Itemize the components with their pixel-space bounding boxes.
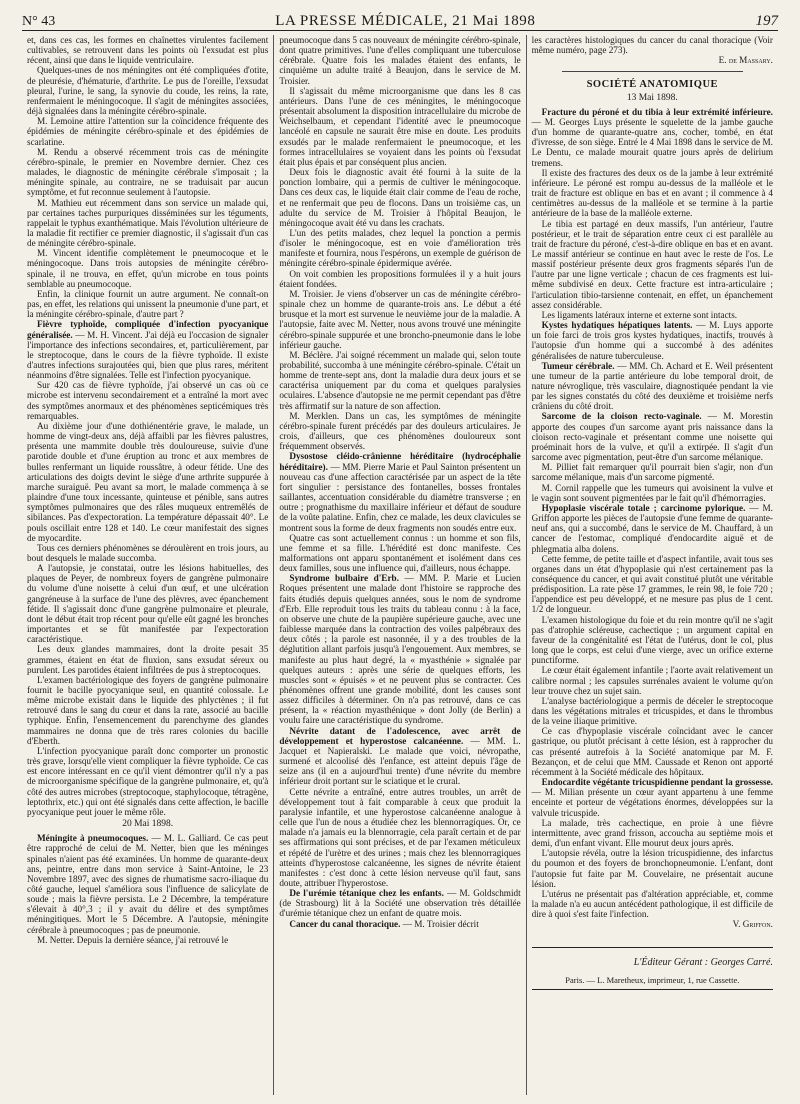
paragraph: L'analyse bactériologique a permis de déceler le streptocoque dans les végétations mitrales et tricuspides, et dans le thrombus de la veine iliaque primitive. xyxy=(531,695,773,727)
issue-number: N° 43 xyxy=(22,14,56,29)
article-text: — M. Morestin apporte des coupes d'un sarcome ayant pris naissance dans la cloison recto-vaginale et présentant comme une noisette qui proéminait hors de la vulve, et qu'il a extirpée. Il s'agit d'un sarcome avec pigmentation, peut-être d'un sarcome mélanique. xyxy=(531,411,773,463)
article-heading: Tumeur cérébrale. xyxy=(541,360,615,371)
paragraph: Les deux glandes mammaires, dont la droite pesait 35 grammes, étaient en état de fluxion, sans exsudat séreux ou purulent. Les parotides étaient infiltrées de pus à streptocoques. xyxy=(27,644,269,675)
article-heading: Méningite à pneumocoques. xyxy=(37,833,149,844)
author-signature: V. Griffon. xyxy=(732,919,773,930)
paragraph: Au dixième jour d'une dothiénentérie grave, le malade, un homme de vingt-deux ans, déjà affaibli par les fièvres palustres, présenta une mammite double très douloureuse, suivie d'une parotide double et d'une éruption au tronc et aux membres de bulles renfermant un liquide roussâtre, à odeur fétide. Une des articulations des doigts devint le siège d'une arthrite suppurée à marche suraiguë. Peu avant sa mort, le malade commença à se plaindre d'une toux incessante, quinteuse et pénible, sans autres symptômes pulmonaires que des râles muqueux entremêlés de sibilances. Pas d'expectoration. La température dépassait 40°. Le pouls oscillait entre 128 et 140. Le cœur manifestait des signes de myocardite. xyxy=(27,420,269,543)
article-heading: Sarcome de la cloison recto-vaginale. xyxy=(541,411,702,422)
paragraph: Les ligaments latéraux interne et externe sont intacts. xyxy=(541,309,738,320)
paragraph: L'examen histologique du foie et du rein montre qu'il ne s'agit pas d'atrophie scléreuse, cachectique ; un argument capital en faveur de la congénitalité est l'état de l'utérus, dont le col, plus long que le corps, est celui d'une vierge, avec un orifice externe punctiforme. xyxy=(531,614,773,666)
publication-title: LA PRESSE MÉDICALE, 21 Mai 1898 xyxy=(275,13,536,29)
paragraph: L'un des petits malades, chez lequel la ponction a permis d'isoler le méningocoque, est en voie d'amélioration très manifeste et fournira, nous l'espérons, un exemple de guérison de méningite cérébro-spinale épidermique avérée. xyxy=(279,227,521,269)
paragraph: Le cœur était également infantile ; l'aorte avait relativement un calibre normal ; les capsules surrénales avaient le volume qu'on leur trouve chez un sujet sain. xyxy=(531,665,773,696)
paragraph: M. Pilliet fait remarquer qu'il pourrait bien s'agir, non d'un sarcome mélanique, mais d'un sarcome pigmenté. xyxy=(531,462,773,483)
paragraph: L'utérus ne présentait pas d'altération appréciable, et, comme la malade n'a eu aucun antécédent pathologique, il est difficile de dire à quoi s'est faite l'infection. xyxy=(531,888,773,920)
author-signature: E. de Massary. xyxy=(718,55,773,66)
article-entry xyxy=(27,319,268,380)
article-text: — M. Goldschmidt (de Strasbourg) lit à la Société une observation très détaillée d'urémie tétanique chez un enfant de quatre mois. xyxy=(279,888,521,919)
paragraph: A l'autopsie, je constatai, outre les lésions habituelles, des plaques de Peyer, de nombreux foyers de gangrène pulmonaire du volume d'une noisette à celui d'un œuf, et une ulcération gangréneuse à la surface de l'une des plèvres, avec épanchement fétide. Il s'agissait donc d'une gangrène pulmonaire et pleurale, dont le début était trop récent pour qu'elle eût gagné les bronches importantes et se fût manifestée par l'expectoration caractéristique. xyxy=(27,563,269,645)
article-entry xyxy=(279,726,520,787)
paragraph: Ce cas d'hypoplasie viscérale coïncidant avec le cancer gastrique, ou plutôt précisant à cette lésion, est à rapprocher du cas présenté autrefois à la Société anatomique par M. F. Bezançon, et de celui que MM. Caussade et Renon ont apporté récemment à la Société médicale des hôpitaux. xyxy=(531,726,773,777)
paragraph: L'infection pyocyanique paraît donc comporter un pronostic très grave, lorsqu'elle vient compliquer la fièvre typhoïde. Ce cas est encore intéressant en ce qu'il vient démontrer qu'il n'y a pas de microorganisme spécifique de la gangrène pulmonaire, et, qu'à côté des autres microbes (streptocoque, staphylocoque, tétragène, leptothrix, etc.) qui ont été signalés dans cette affection, le bacille pyocyanique peut jouer le même rôle. xyxy=(27,745,269,817)
paragraph: Tous ces derniers phénomènes se déroulèrent en trois jours, au bout desquels le malade succomba. xyxy=(27,542,269,563)
paragraph: M. Vincent identifie complètement le pneumocoque et le méningocoque. Dans trois autopsies de méningite cérébro-spinale, il ne trouva, en effet, qu'un microbe en tous points semblable au pneumocoque. xyxy=(27,248,269,289)
article-entry xyxy=(279,451,520,532)
article-entry xyxy=(532,503,773,554)
article-text: — M. Luys apporte un foie farci de trois gros kystes hydatiques, inactifs, trouvés à l'autopsie d'un homme qui a succombé à des adénites généralisées de nature tuberculeuse. xyxy=(531,320,773,361)
article-entry xyxy=(27,833,268,935)
session-date: 13 Mai 1898. xyxy=(626,92,678,103)
editor-line: L'Éditeur Gérant : Georges Carré. xyxy=(633,957,773,969)
paragraph: M. Cornil rappelle que les tumeurs qui avoisinent la vulve et le vagin sont souvent pigmentées par le fait qu'il d'hémorragies. xyxy=(531,482,773,503)
article-heading: Fièvre typhoïde, compliquée d'infection pyocyanique généralisée. xyxy=(27,319,269,340)
columns xyxy=(22,35,778,1095)
paragraph: L'examen bactériologique des foyers de gangrène pulmonaire fournit le bacille pyocyanique seul, en quantité colossale. Le même microbe existait dans le liquide des phlyctènes ; il fut retrouvé dans le sang du cœur et dans la rate, associé au bacille typhique. Enfin, l'ensemencement du parenchyme des glandes mammaires ne donna que de très rares colonies du bacille d'Eberth. xyxy=(27,674,269,746)
article-text: — M. Griffon apporte les pièces de l'autopsie d'une femme de quarante-neuf ans, qui a succombé, dans le service de M. Chauffard, à un cancer de l'estomac, compliqué d'endocardite aiguë et de phlegmatia alba dolens. xyxy=(531,502,773,554)
paragraph: Le tibia est partagé en deux massifs, l'un antérieur, l'autre postérieur, et le trait de séparation entre ceux ci est parallèle au trait de fracture du péroné, c'est-à-dire oblique en bas et en avant. Le massif antérieur se continue en haut avec le reste de l'os. Le massif postérieur présente deux gros fragments séparés l'un de l'autre par une ligne verticale ; chacun de ces fragments est lui-même subdivisé en deux. Cette fracture est intra-articulaire ; l'articulation tibio-tarsienne contenait, en effet, un épanchement assez considérable. xyxy=(531,218,773,310)
article-heading: Endocardite végétante tricuspidienne pendant la grossesse. xyxy=(541,777,773,788)
paragraph: Cette névrite a entraîné, entre autres troubles, un arrêt de développement tout à fait comparable à ceux que produit la paralysie infantile, et une hyperostose calcanéenne analogue à celle que l'un de nous a étudiée chez les blennorragiques. Or, ce malade n'a jamais eu la blennorragie, cela paraît certain et de par ses affirmations qui sont précises, et de par l'examen méticuleux et répété de l'urètre et des urines ; mais chez les blennorragiques atteints d'hyperostose calcanéenne, les signes de névrite étaient manifestes : c'est donc à cette lésion nerveuse qu'il faut, sans doute, attribuer l'hyperostose. xyxy=(279,786,521,888)
article-entry xyxy=(279,919,520,929)
page-number: 197 xyxy=(755,13,778,29)
article-text: — MM. L. Jacquet et Napieralski. Le malade que voici, névropathe, surmené et alcoolisé dès l'enfance, est atteint depuis l'âge de seize ans (il en a aujourd'hui trente) d'une névrite du membre inférieur droit portant sur le sciatique et le crural. xyxy=(279,735,521,787)
paragraph: M. Lemoine attire l'attention sur la coïncidence fréquente des épidémies de méningite cérébro-spinale et des épidémies de scarlatine. xyxy=(27,116,269,147)
section-divider xyxy=(562,71,743,72)
paragraph: Il s'agissait du même microorganisme que dans les 8 cas antérieurs. Dans l'une de ces méningites, le méningocoque présentait absolument la disposition intracellulaire du microbe de Weichselbaum, et cependant l'identité avec le pneumocoque lancéolé en capsule ne saurait être mise en doute. Les produits exsudés par le malade renfermaient le pneumocoque, et les formes intracellulaires se voyaient dans les points où l'exsudat était plus épais et par conséquent plus ancien. xyxy=(279,85,521,167)
page-header xyxy=(22,4,778,31)
article-heading: Syndrome bulbaire d'Erb. xyxy=(289,573,399,584)
article-entry xyxy=(532,411,773,462)
paragraph: Sur 420 cas de fièvre typhoïde, j'ai observé un cas où ce microbe est intervenu secondairement et a entraîné la mort avec des symptômes anormaux et des phénomènes septicémiques très remarquables. xyxy=(27,380,269,421)
paragraph: La malade, très cachectique, en proie à une fièvre intermittente, avec grand frisson, accoucha au septième mois et demi, d'un enfant vivant. Elle mourut deux jours après. xyxy=(531,817,773,849)
article-entry xyxy=(279,888,520,918)
paragraph: Il existe des fractures des deux os de la jambe à leur extrémité inférieure. Le péroné est rompu au-dessus de la malléole et le trait de fracture est oblique en bas et en avant ; il commence à 4 centimètres au-dessus de la malléole et se termine à la partie antérieure de la base de la malléole externe. xyxy=(531,167,773,219)
article-entry xyxy=(532,361,773,412)
article-entry xyxy=(532,777,773,818)
article-heading: Dysostose cléido-crânienne héréditaire (hydrocéphalie héréditaire). xyxy=(279,451,521,472)
paragraph: M. Rendu a observé récemment trois cas de méningite cérébro-spinale, le premier en Novembre dernier. Chez ces malades, le diagnostic de méningite cérébrale s'imposait ; la méningite spinale, au contraire, ne se traduisait par aucun symptôme, et fut reconnue seulement à l'autopsie. xyxy=(27,146,269,198)
paragraph: M. Merklen. Dans un cas, les symptômes de méningite cérébro-spinale furent précédés par des douleurs articulaires. Je crois, d'ailleurs, que ces phénomènes douloureux sont fréquemment observés. xyxy=(279,410,521,452)
session-date: 20 Mai 1898. xyxy=(122,819,174,830)
article-heading: Kystes hydatiques hépatiques latents. xyxy=(541,320,693,331)
article-text: — M. L. Galliard. Ce cas peut être rapproché de celui de M. Netter, bien que les méninges spinales n'aient pas été examinées. Un homme de quarante-deux ans, peintre, entre dans mon service à Saint-Antoine, le 23 Novembre 1897, avec des signes de rhumatisme sacro-iliaque du côté gauche, lequel s'améliora sous l'influence de salicylate de soude ; mais la fièvre persista. Le 2 Décembre, la température s'élevait à 40°,3 ; il y avait du délire et des symptômes méningitiques. Mort le 5 Décembre. A l'autopsie, méningite cérébrale à pneumocoques ; pas de pneumonie. xyxy=(27,833,269,935)
paragraph: M. Netter. Depuis la dernière séance, j'ai retrouvé le xyxy=(37,934,229,945)
article-text: — M. Milian présente un cœur ayant appartenu à une femme enceinte et porteur de végétations énormes, développées sur la valvule tricuspide. xyxy=(531,787,773,818)
article-heading: De l'urémie tétanique chez les enfants. xyxy=(289,888,444,899)
article-text: — MM. Ch. Achard et E. Weil présentent une tumeur de la partie antérieure du lobe temporal droit, de nature névroglique, très vasculaire, diagnostiquée pendant la vie par les signes constatés du côté des deuxième et troisième nerfs crâniens du côté droit. xyxy=(531,360,773,412)
paragraph: Quelques-unes de nos méningites ont été compliquées d'otite, de pleurésie, d'hématurie, d'arthrite. Le pus de l'oreille, l'exsudat pleural, l'urine, le sang, la synovie du coude, les reins, la rate, renfermaient le méningocoque. Il s'agit de méningites associées, déjà signalées dans la méningite cérébro-spinale. xyxy=(27,65,269,117)
paragraph: M. Béclère. J'ai soigné récemment un malade qui, selon toute probabilité, succomba à une méningite cérébro-spinale. C'était un homme de trente-sept ans, dont la maladie dura deux jours et se caractérisa uniquement par du coma et quelques paralysies oculaires. L'absence d'autopsie ne me permit cependant pas d'être très affirmatif sur la nature de son affection. xyxy=(279,349,521,411)
section-title: SOCIÉTÉ ANATOMIQUE xyxy=(586,79,719,91)
paragraph: Deux fois le diagnostic avait été fourni à la suite de la ponction lombaire, qui a permis de cultiver le méningocoque. Dans ces deux cas, le liquide était clair comme de l'eau de roche, et ne renfermait que peu de flocons. Dans un troisième cas, un adulte du service de M. Troisier à l'hôpital Beaujon, le méningocoque avait été vu dans les crachats. xyxy=(279,167,521,228)
paragraph: et, dans ces cas, les formes en chaînettes virulentes facilement cultivables, se retrouvent dans les points où l'exsudat est plus récent, ainsi que dans le liquide ventriculaire. xyxy=(27,35,269,66)
paragraph: Quatre cas sont actuellement connus : un homme et son fils, une femme et sa fille. L'hérédité est donc manifeste. Ces malformations ont apparu spontanément et isolément dans ces deux familles, sous une influence qui, d'ailleurs, nous échappe. xyxy=(279,532,521,574)
article-entry xyxy=(532,320,773,361)
column-1 xyxy=(22,35,273,1095)
article-text: — MM. P. Marie et Lucien Roques présentent une malade dont l'histoire se rapproche des faits étudiés depuis quelques années, sous le nom de syndrome d'Erb. Elle reproduit tous les traits du tableau connu : à la face, on observe une chute de la paupière supérieure gauche, avec une faiblesse marquée dans la contraction des voiles palpébraux des deux côtés ; la parole est nasonnée, il y a des troubles de la déglutition allant parfois jusqu'à l'engouement. Aux membres, se manifeste au plus haut degré, la « myasthénie » signalée par quelques auteurs : après une série de quelques efforts, les muscles sont « épuisés » et ne peuvent plus se contracter. Ces phénomènes offrent une grande mobilité, dont les causes sont assez difficiles à déterminer. On n'a pas retrouvé, dans ce cas présent, la « réaction myasthénique » dont Jolly (de Berlin) a voulu faire une caractéristique du syndrome. xyxy=(279,573,521,726)
article-text: — M. Troisier décrit xyxy=(402,918,479,929)
column-3 xyxy=(526,35,778,1095)
printer-line: Paris. — L. Maretheux, imprimeur, 1, rue Cassette. xyxy=(565,974,740,985)
article-entry xyxy=(279,573,520,725)
column-2 xyxy=(273,35,525,1095)
colophon xyxy=(532,947,773,989)
paragraph: les caractères histologiques du cancer du canal thoracique (Voir même numéro, page 273). xyxy=(531,35,773,56)
paragraph: Cette femme, de petite taille et d'aspect infantile, avait tous ses organes dans un état d'hypoplasie qui n'est certainement pas la conséquence du cancer, et qui avait constitué plutôt une véritable prédisposition. La rate pèse 17 grammes, le rein 98, le foie 720 ; l'appendice est peu développé, et ne mesure pas plus de 1 cent. 1/2 de longueur. xyxy=(531,553,773,615)
article-heading: Fracture du péroné et du tibia à leur extrémité inférieure. xyxy=(541,106,773,117)
article-text: — M. Georges Luys présente le squelette de la jambe gauche d'un homme de quarante-quatre ans, cocher, tombé, en état d'ivresse, de son siège. Entré le 4 Mai 1898 dans le service de M. Le Dentu, ce malade mourait quatre jours après de delirium tremens. xyxy=(531,116,773,168)
article-heading: Névrite datant de l'adolescence, avec arrêt de développement et hyperostose calcanéenne. xyxy=(279,725,521,746)
article-heading: Cancer du canal thoracique. xyxy=(289,918,401,929)
article-text: — M. H. Vincent. J'ai déjà eu l'occasion de signaler l'importance des infections secondaires, et, particulièrement, par le streptocoque, dans le cours de la fièvre typhoïde. Il existe d'autres infections surajoutées qui, bien que plus rares, méritent néanmoins d'être signalées. Telle est l'infection pyocyanique. xyxy=(27,329,269,381)
paragraph: Enfin, la clinique fournit un autre argument. Ne connaît-on pas, en effet, les relations qui unissent la pneumonie d'une part, et la méningite cérébro-spinale, d'autre part ? xyxy=(27,288,269,320)
article-text: — MM. Pierre Marie et Paul Sainton présentent un nouveau cas d'une affection caractérisée par un aspect de la tête fort singulier : persistance des fontanelles, bosses frontales saillantes, accentuation considérable du diamètre transverse ; en outre ; prognathisme du maxillaire inférieur et défaut de soudure de la voûte palatine. Enfin, chez ce malade, les deux clavicules se montrent sous la forme de deux fragments non soudés entre eux. xyxy=(279,461,521,533)
paragraph: pneumocoque dans 5 cas nouveaux de méningite cérébro-spinale, dont quatre primitives. l'une d'elles compliquant une tuberculose cérébrale. Quatre fois les malades étaient des enfants, le cinquième un adulte traité à Beaujon, dans le service de M. Troisier. xyxy=(279,35,521,86)
paragraph: L'autopsie révéla, outre la lésion tricuspidienne, des infarctus du poumon et des foyers de bronchopneumonie. L'enfant, dont l'autopsie fut faite par M. Couvelaire, ne présentait aucune lésion. xyxy=(531,848,773,889)
article-entry xyxy=(532,107,773,168)
paragraph: M. Troisier. Je viens d'observer un cas de méningite cérébro-spinale chez un homme de quarante-trois ans. Le début a été brusque et la mort est survenue le neuvième jour de la maladie. A l'autopsie, faite avec M. Netter, nous avons trouvé une méningite cérébro-spinale suppurée et une broncho-pneumonie dans le lobe inférieur gauche. xyxy=(279,288,521,350)
paragraph: M. Mathieu eut récemment dans son service un malade qui, par certaines taches purpuriques disséminées sur les téguments, rappelait le typhus exanthématique. Mais l'évolution ultérieure de la maladie fit rectifier ce premier diagnostic, il s'agissait d'un cas de méningite cérébro-spinale. xyxy=(27,197,269,249)
article-heading: Hypoplasie viscérale totale ; carcinome pylorique. xyxy=(541,502,746,513)
paragraph: On voit combien les propositions formulées il y a huit jours étaient fondées. xyxy=(279,268,521,289)
